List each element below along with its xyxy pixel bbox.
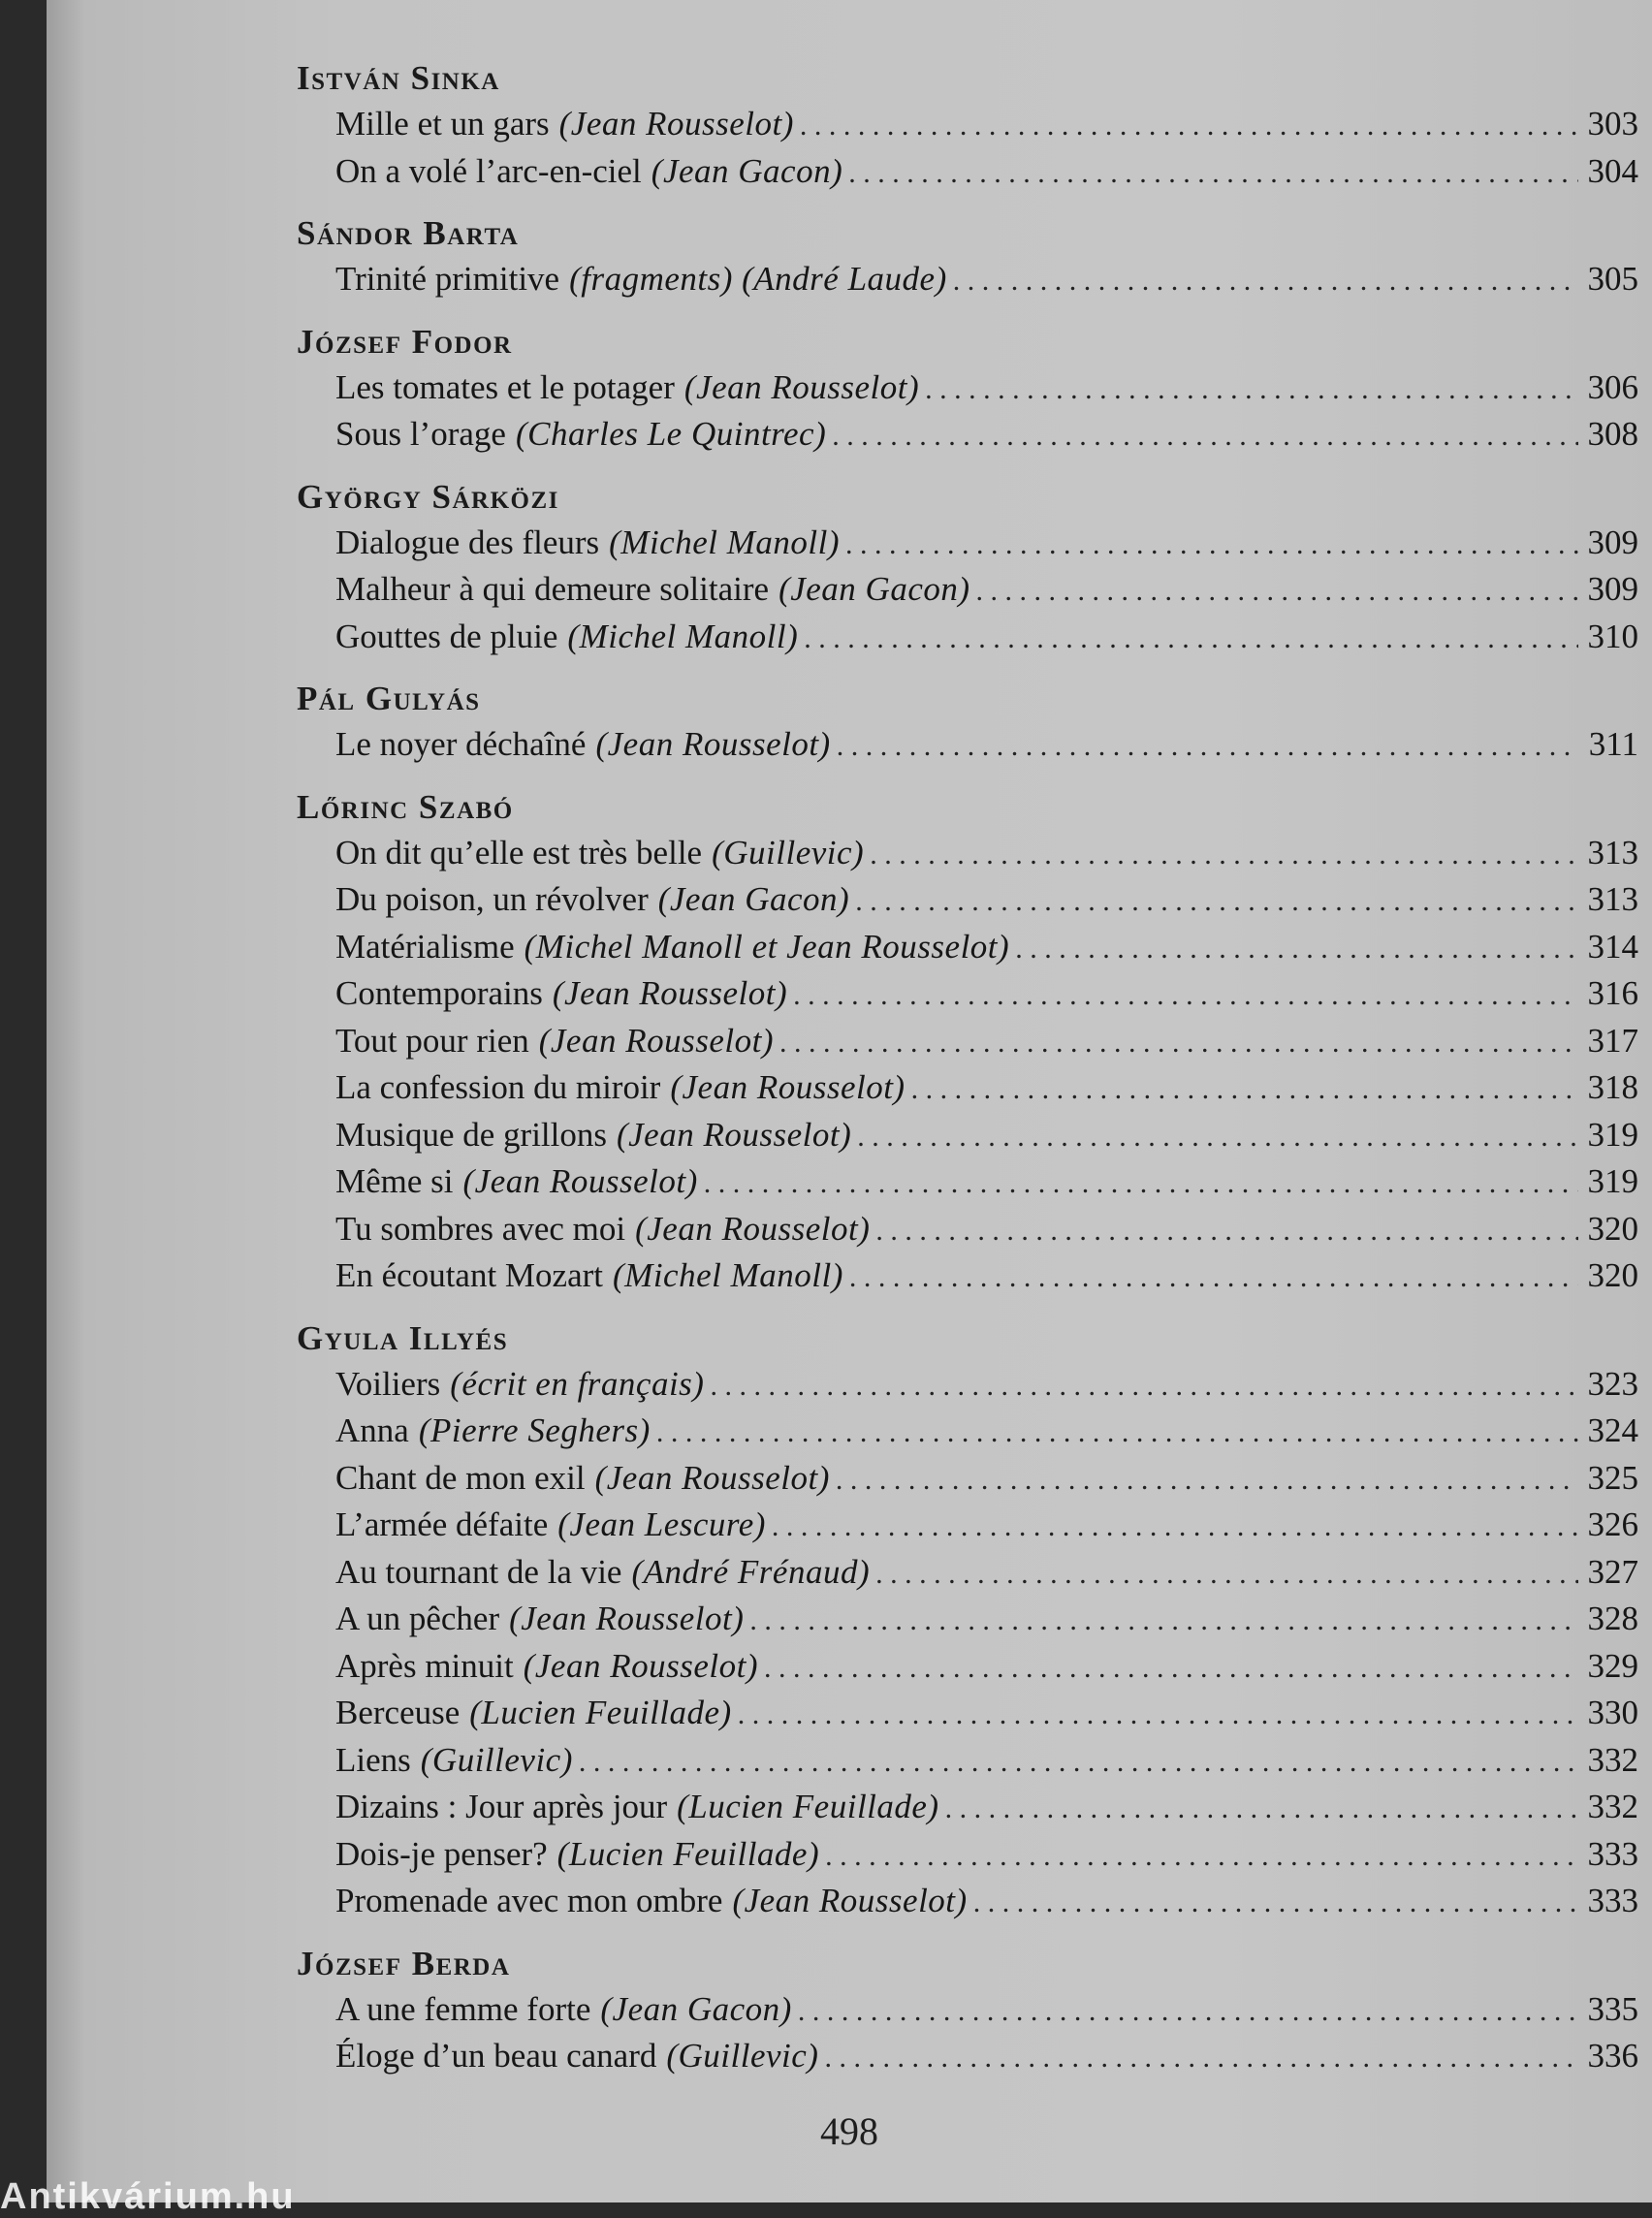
translator-credit: (Jean Gacon) bbox=[778, 570, 970, 608]
table-of-contents bbox=[297, 56, 1638, 2097]
page-ref: 310 bbox=[1587, 617, 1638, 655]
page-ref: 313 bbox=[1587, 833, 1638, 871]
poem-title: A un pêcher bbox=[335, 1600, 500, 1637]
poem-title: Le noyer déchaîné bbox=[335, 725, 587, 763]
toc-entry bbox=[297, 148, 1638, 196]
translator-credit: (Jean Rousselot) bbox=[594, 1458, 830, 1497]
poem-title: Mille et un gars bbox=[335, 105, 550, 143]
translator-credit: (Jean Rousselot) bbox=[462, 1162, 698, 1200]
toc-section bbox=[297, 785, 1638, 1300]
dot-leader bbox=[945, 1786, 1578, 1833]
dot-leader bbox=[749, 1598, 1577, 1645]
toc-entry bbox=[297, 1690, 1638, 1737]
toc-section bbox=[297, 1316, 1638, 1925]
poem-title: Au tournant de la vie bbox=[335, 1552, 622, 1591]
toc-entry bbox=[297, 1018, 1638, 1065]
translator-credit: (Jean Rousselot) bbox=[595, 725, 831, 763]
translator-credit: (Jean Rousselot) bbox=[616, 1115, 852, 1154]
poem-title: Liens bbox=[335, 1740, 411, 1779]
poem-title: Tu sombres avec moi bbox=[335, 1209, 626, 1248]
toc-section bbox=[297, 56, 1638, 195]
dot-leader bbox=[848, 150, 1577, 198]
translator-credit: (Jean Rousselot) bbox=[523, 1646, 758, 1685]
dot-leader bbox=[579, 1739, 1578, 1787]
toc-entry bbox=[297, 1737, 1638, 1785]
page-ref: 317 bbox=[1587, 1021, 1638, 1060]
page-ref: 306 bbox=[1587, 367, 1638, 406]
dot-leader bbox=[875, 1551, 1577, 1599]
dot-leader bbox=[845, 522, 1578, 569]
dot-leader bbox=[925, 366, 1577, 414]
poem-title: La confession du miroir bbox=[335, 1068, 661, 1106]
page-ref: 326 bbox=[1587, 1505, 1638, 1543]
dot-leader bbox=[973, 1880, 1578, 1927]
poem-title: Dizains : Jour après jour bbox=[335, 1788, 668, 1825]
toc-entry bbox=[297, 1502, 1638, 1549]
toc-section bbox=[297, 677, 1638, 769]
dot-leader bbox=[837, 723, 1579, 771]
poem-title: Dialogue des fleurs bbox=[335, 523, 600, 561]
page-ref: 311 bbox=[1588, 725, 1638, 763]
toc-entry bbox=[297, 1408, 1638, 1455]
page-ref: 318 bbox=[1587, 1068, 1638, 1106]
poem-title: Matérialisme bbox=[335, 927, 515, 966]
dot-leader bbox=[855, 878, 1577, 926]
toc-entry bbox=[297, 1158, 1638, 1206]
toc-entry bbox=[297, 101, 1638, 148]
toc-entry bbox=[297, 1596, 1638, 1643]
toc-entry bbox=[297, 1831, 1638, 1879]
dot-leader bbox=[798, 1988, 1578, 2036]
poem-title: Du poison, un révolver bbox=[335, 880, 649, 918]
toc-entry bbox=[297, 924, 1638, 971]
toc-section bbox=[297, 1942, 1638, 2080]
translator-credit: (Guillevic) bbox=[420, 1740, 573, 1779]
poem-title: Dois-je penser? bbox=[335, 1834, 548, 1873]
translator-credit: (Michel Manoll) bbox=[609, 523, 840, 561]
poem-title: On dit qu’elle est très belle bbox=[335, 833, 703, 871]
poem-title: Éloge d’un beau canard bbox=[335, 2037, 657, 2075]
page-ref: 303 bbox=[1587, 105, 1638, 143]
dot-leader bbox=[779, 1020, 1578, 1067]
page-ref: 333 bbox=[1587, 1882, 1638, 1919]
poem-title: Malheur à qui demeure solitaire bbox=[335, 570, 770, 608]
translator-credit: (Pierre Seghers) bbox=[418, 1411, 651, 1449]
poem-title: Promenade avec mon ombre bbox=[335, 1882, 723, 1919]
toc-entry bbox=[297, 2033, 1638, 2080]
toc-entry bbox=[297, 1064, 1638, 1112]
toc-entry bbox=[297, 411, 1638, 459]
dot-leader bbox=[976, 568, 1578, 616]
poem-title: A une femme forte bbox=[335, 1989, 591, 2028]
poem-title: Sous l’orage bbox=[335, 415, 506, 453]
page-ref: 313 bbox=[1587, 880, 1638, 918]
translator-credit: (Jean Rousselot) bbox=[732, 1882, 968, 1919]
dot-leader bbox=[704, 1160, 1578, 1208]
dot-leader bbox=[832, 413, 1577, 460]
page-ref: 336 bbox=[1587, 2037, 1638, 2075]
dot-leader bbox=[875, 1208, 1577, 1255]
author-heading: Lőrinc Szabó bbox=[297, 787, 514, 826]
page-ref: 319 bbox=[1587, 1115, 1638, 1154]
page-ref: 314 bbox=[1587, 927, 1638, 966]
translator-credit: (Michel Manoll) bbox=[567, 617, 799, 655]
poem-title: Musique de grillons bbox=[335, 1115, 607, 1154]
page-ref: 323 bbox=[1587, 1364, 1638, 1403]
author-heading: József Berda bbox=[297, 1944, 511, 1982]
poem-title: Gouttes de pluie bbox=[335, 617, 558, 655]
author-heading: István Sinka bbox=[297, 59, 500, 97]
poem-title: Berceuse bbox=[335, 1694, 461, 1731]
translator-credit: (Lucien Feuillade) bbox=[556, 1834, 820, 1873]
translator-credit: (Jean Rousselot) bbox=[509, 1600, 745, 1637]
author-heading: György Sárközi bbox=[297, 477, 559, 516]
page-ref: 328 bbox=[1587, 1600, 1638, 1637]
toc-entry bbox=[297, 1206, 1638, 1253]
toc-entry bbox=[297, 970, 1638, 1018]
dot-leader bbox=[870, 832, 1577, 879]
poem-title: Voiliers bbox=[335, 1364, 441, 1403]
toc-entry bbox=[297, 1784, 1638, 1831]
page-ref: 335 bbox=[1587, 1989, 1638, 2028]
dot-leader bbox=[857, 1114, 1577, 1161]
poem-title: Même si bbox=[335, 1162, 454, 1200]
dot-leader bbox=[1015, 926, 1577, 973]
translator-credit: (Lucien Feuillade) bbox=[677, 1788, 939, 1825]
toc-entry bbox=[297, 1252, 1638, 1300]
poem-title: Après minuit bbox=[335, 1646, 514, 1685]
dot-leader bbox=[824, 2035, 1577, 2082]
page-ref: 319 bbox=[1587, 1162, 1638, 1200]
dot-leader bbox=[953, 258, 1578, 305]
translator-credit: (Jean Rousselot) bbox=[670, 1068, 905, 1106]
dot-leader bbox=[656, 1410, 1578, 1457]
dot-leader bbox=[738, 1692, 1578, 1739]
translator-credit: (Jean Rousselot) bbox=[635, 1209, 871, 1248]
translator-credit: (Guillevic) bbox=[666, 2037, 819, 2075]
toc-entry bbox=[297, 614, 1638, 661]
translator-credit: (fragments) (André Laude) bbox=[569, 260, 947, 298]
dot-leader bbox=[772, 1504, 1578, 1551]
translator-credit: (Jean Gacon) bbox=[657, 880, 850, 918]
translator-credit: (Charles Le Quintrec) bbox=[515, 415, 827, 453]
toc-entry bbox=[297, 1361, 1638, 1409]
page-ref: 304 bbox=[1587, 151, 1638, 190]
translator-credit: (Lucien Feuillade) bbox=[469, 1694, 732, 1731]
page-ref: 320 bbox=[1587, 1256, 1638, 1294]
toc-entry bbox=[297, 1986, 1638, 2034]
translator-credit: (Jean Gacon) bbox=[600, 1989, 792, 2028]
page-ref: 332 bbox=[1587, 1740, 1638, 1779]
translator-credit: (Jean Rousselot) bbox=[552, 974, 788, 1012]
poem-title: En écoutant Mozart bbox=[335, 1256, 604, 1294]
toc-entry bbox=[297, 1112, 1638, 1159]
page-ref: 320 bbox=[1587, 1209, 1638, 1248]
translator-credit: (Jean Rousselot) bbox=[558, 105, 794, 143]
page-number: 498 bbox=[820, 2109, 878, 2153]
toc-entry bbox=[297, 566, 1638, 614]
toc-section bbox=[297, 320, 1638, 459]
toc-entry bbox=[297, 364, 1638, 412]
author-heading: Pál Gulyás bbox=[297, 680, 481, 717]
translator-credit: (écrit en français) bbox=[450, 1364, 705, 1403]
dot-leader bbox=[849, 1254, 1578, 1302]
dot-leader bbox=[911, 1066, 1578, 1114]
dot-leader bbox=[804, 616, 1577, 663]
translator-credit: (Michel Manoll et Jean Rousselot) bbox=[524, 927, 1010, 966]
dot-leader bbox=[825, 1833, 1577, 1881]
toc-entry bbox=[297, 520, 1638, 567]
poem-title: L’armée défaite bbox=[335, 1505, 549, 1543]
poem-title: Trinité primitive bbox=[335, 260, 560, 298]
author-heading: József Fodor bbox=[297, 322, 513, 361]
toc-entry bbox=[297, 1455, 1638, 1503]
toc-entry bbox=[297, 1878, 1638, 1925]
toc-section bbox=[297, 211, 1638, 303]
dot-leader bbox=[710, 1363, 1577, 1410]
translator-credit: (André Frénaud) bbox=[631, 1552, 871, 1591]
page-ref: 324 bbox=[1587, 1411, 1638, 1449]
poem-title: Chant de mon exil bbox=[335, 1458, 586, 1497]
page-ref: 316 bbox=[1587, 974, 1638, 1012]
page-ref: 308 bbox=[1587, 415, 1638, 453]
page-ref: 333 bbox=[1587, 1834, 1638, 1873]
toc-entry bbox=[297, 1549, 1638, 1597]
translator-credit: (Guillevic) bbox=[712, 833, 865, 871]
toc-entry bbox=[297, 721, 1638, 769]
translator-credit: (Jean Lescure) bbox=[557, 1505, 766, 1543]
toc-section bbox=[297, 475, 1638, 661]
translator-credit: (Jean Rousselot) bbox=[683, 367, 920, 406]
poem-title: On a volé l’arc-en-ciel bbox=[335, 151, 642, 190]
watermark: Antikvárium.hu bbox=[0, 2176, 296, 2217]
toc-entry bbox=[297, 256, 1638, 303]
page-ref: 330 bbox=[1587, 1694, 1638, 1731]
book-page bbox=[47, 0, 1652, 2202]
poem-title: Contemporains bbox=[335, 974, 543, 1012]
page-ref: 309 bbox=[1587, 523, 1638, 561]
poem-title: Tout pour rien bbox=[335, 1021, 529, 1060]
page-ref: 309 bbox=[1587, 570, 1638, 608]
author-heading: Sándor Barta bbox=[297, 214, 520, 252]
dot-leader bbox=[793, 972, 1577, 1020]
poem-title: Les tomates et le potager bbox=[335, 367, 675, 406]
page-ref: 305 bbox=[1587, 260, 1638, 298]
author-heading: Gyula Illyés bbox=[297, 1318, 509, 1357]
dot-leader bbox=[836, 1457, 1578, 1505]
toc-entry bbox=[297, 830, 1638, 877]
dot-leader bbox=[764, 1645, 1578, 1693]
toc-entry bbox=[297, 1643, 1638, 1691]
toc-entry bbox=[297, 876, 1638, 924]
page-ref: 329 bbox=[1587, 1646, 1638, 1685]
dot-leader bbox=[800, 103, 1578, 150]
translator-credit: (Jean Rousselot) bbox=[538, 1021, 774, 1060]
page-ref: 325 bbox=[1587, 1458, 1638, 1497]
poem-title: Anna bbox=[335, 1411, 409, 1449]
translator-credit: (Jean Gacon) bbox=[651, 151, 843, 190]
translator-credit: (Michel Manoll) bbox=[613, 1256, 843, 1294]
page-ref: 327 bbox=[1587, 1552, 1638, 1591]
page-ref: 332 bbox=[1587, 1788, 1638, 1825]
